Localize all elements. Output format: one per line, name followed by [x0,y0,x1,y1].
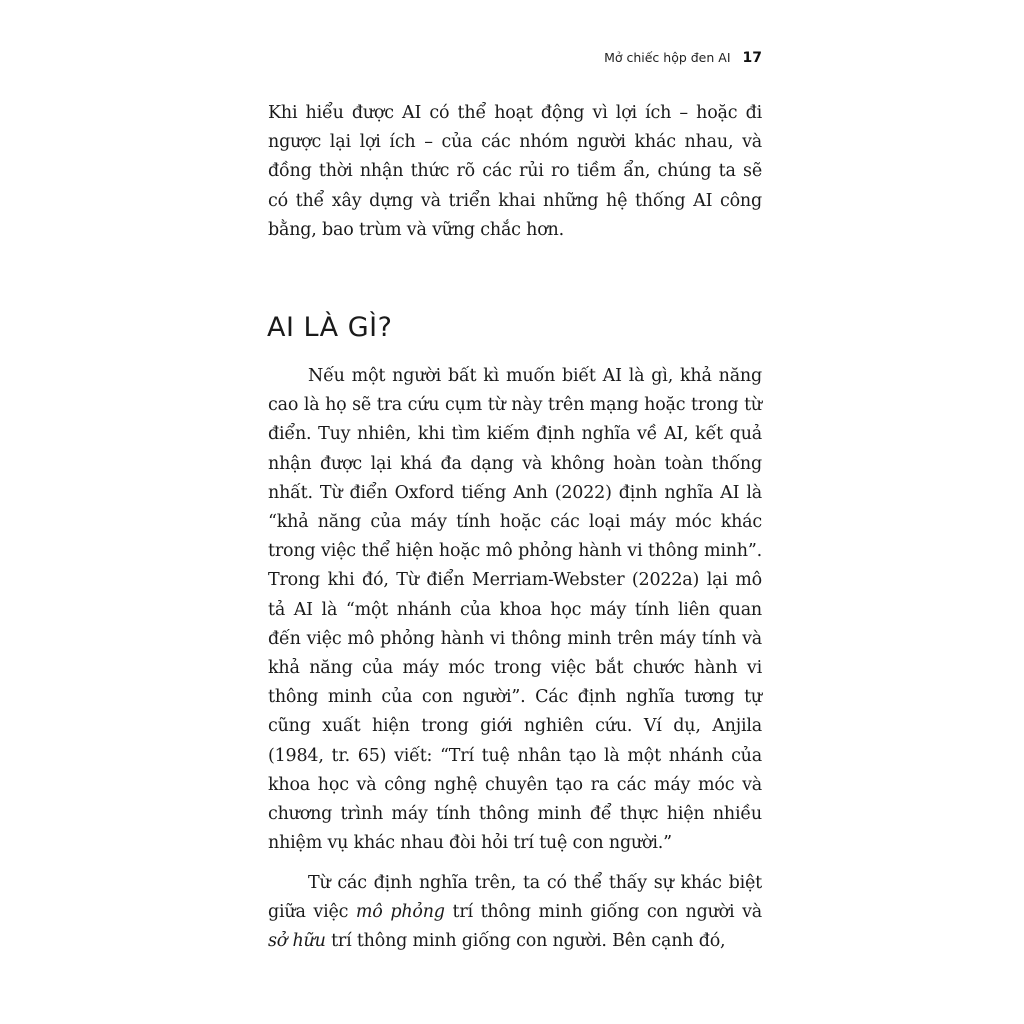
paragraph-conclusion [268,869,762,957]
section-heading: AI LÀ GÌ? [267,312,393,343]
paragraph-intro: Khi hiểu được AI có thể hoạt động vì lợi ích – hoặc đi ngược lại lợi ích – của các nhóm người khác nhau, và đồng thời nhận thức rõ các rủi ro tiềm ẩn, chúng ta sẽ có thể xây dựng và triển khai những hệ thống AI công bằng, bao trùm và vững chắc hơn. [268,103,762,240]
emphasis-possess: sở hữu [268,931,326,952]
conclusion-text-3: trí thông minh giống con người. Bên cạnh đó, [325,931,726,952]
paragraph-definition: Nếu một người bất kì muốn biết AI là gì, khả năng cao là họ sẽ tra cứu cụm từ này trên mạng hoặc trong từ điển. Tuy nhiên, khi tìm kiếm định nghĩa về AI, kết quả nhận được lại khá đa dạng và không hoàn toàn thống nhất. Từ điển Oxford tiếng Anh (2022) định nghĩa AI là “khả năng của máy tính hoặc các loại máy móc khác trong việc thể hiện hoặc mô phỏng hành vi thông minh”. Trong khi đó, Từ điển Merriam-Webster (2022a) lại mô tả AI là “một nhánh của khoa học máy tính liên quan đến việc mô phỏng hành vi thông minh trên máy tính và khả năng của máy móc trong việc bắt chước hành vi thông minh của con người”. Các định nghĩa tương tự cũng xuất hiện trong giới nghiên cứu. Ví dụ, Anjila (1984, tr. 65) viết: “Trí tuệ nhân tạo là một nhánh của khoa học và công nghệ chuyên tạo ra các máy móc và chương trình máy tính thông minh để thực hiện nhiều nhiệm vụ khác nhau đòi hỏi trí tuệ con người.” [268,366,762,854]
page-number: 17 [742,50,762,66]
conclusion-text-1: Từ các định nghĩa trên, ta có thể thấy sự khác biệt giữa việc [268,873,762,923]
running-header [604,50,762,66]
emphasis-simulate: mô phỏng [355,902,445,923]
running-title: Mở chiếc hộp đen AI [604,50,731,65]
conclusion-text-2: trí thông minh giống con người và [444,902,762,923]
